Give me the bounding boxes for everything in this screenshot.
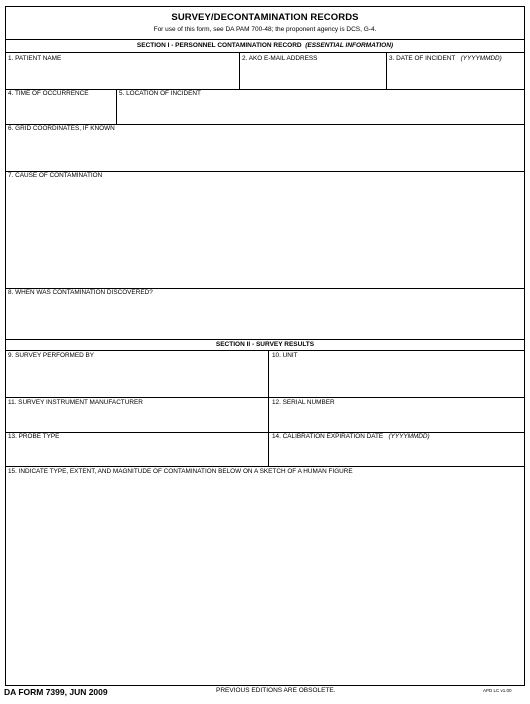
label-calibration-expiration: 14. CALIBRATION EXPIRATION DATE (YYYYMMDD): [272, 433, 430, 440]
label-patient-name: 1. PATIENT NAME: [8, 55, 62, 62]
label-unit: 10. UNIT: [272, 352, 298, 359]
calibration-format-hint: (YYYYMMDD): [388, 433, 430, 440]
when-discovered-field[interactable]: [7, 289, 524, 338]
label-serial-number: 12. SERIAL NUMBER: [272, 399, 335, 406]
label-date-of-incident: 3. DATE OF INCIDENT (YYYYMMDD): [389, 55, 502, 62]
section-1-heading: SECTION I - PERSONNEL CONTAMINATION RECORD (ESSENTIAL INFORMATION): [136, 42, 394, 49]
label-time-of-occurrence: 4. TIME OF OCCURRENCE: [8, 90, 89, 97]
section-1-heading-note: (ESSENTIAL INFORMATION): [305, 42, 394, 49]
form-number: DA FORM 7399, JUN 2009: [4, 687, 108, 697]
date-of-incident-field[interactable]: [387, 53, 524, 88]
label-probe-type: 13. PROBE TYPE: [8, 433, 60, 440]
obsolete-notice: PREVIOUS EDITIONS ARE OBSOLETE.: [216, 687, 336, 694]
unit-field[interactable]: [269, 351, 524, 396]
form-page: [5, 6, 525, 686]
probe-type-field[interactable]: [7, 433, 267, 465]
survey-performed-by-field[interactable]: [7, 351, 267, 396]
label-location-of-incident: 5. LOCATION OF INCIDENT: [119, 90, 201, 97]
label-ako-email: 2. AKO E-MAIL ADDRESS: [242, 55, 318, 62]
form-title: SURVEY/DECONTAMINATION RECORDS: [171, 12, 359, 23]
cause-of-contamination-field[interactable]: [7, 172, 524, 287]
instrument-manufacturer-field[interactable]: [7, 398, 267, 431]
label-instrument-manufacturer: 11. SURVEY INSTRUMENT MANUFACTURER: [8, 399, 143, 406]
contamination-sketch-area[interactable]: [7, 467, 524, 683]
label-when-discovered: 8. WHEN WAS CONTAMINATION DISCOVERED?: [8, 289, 153, 296]
location-of-incident-field[interactable]: [117, 90, 524, 123]
section-2-heading: SECTION II - SURVEY RESULTS: [215, 341, 315, 348]
label-cause-of-contamination: 7. CAUSE OF CONTAMINATION: [8, 172, 103, 179]
divider: [6, 339, 524, 340]
calibration-expiration-field[interactable]: [269, 433, 524, 465]
label-indicate-contamination: 15. INDICATE TYPE, EXTENT, AND MAGNITUDE OF CONTAMINATION BELOW ON A SKETCH OF A HUMAN FIGURE: [8, 468, 353, 475]
serial-number-field[interactable]: [269, 398, 524, 431]
ako-email-field[interactable]: [240, 53, 385, 88]
grid-coordinates-field[interactable]: [7, 125, 524, 170]
label-grid-coordinates: 6. GRID COORDINATES, IF KNOWN: [8, 125, 115, 132]
date-format-hint: (YYYYMMDD): [460, 55, 502, 62]
time-of-occurrence-field[interactable]: [7, 90, 115, 123]
label-survey-performed-by: 9. SURVEY PERFORMED BY: [8, 352, 95, 359]
form-subtitle: For use of this form, see DA PAM 700-48; the proponent agency is DCS, G-4.: [153, 26, 377, 33]
divider: [6, 39, 524, 40]
form-version: APD LC v1.00: [483, 688, 512, 693]
patient-name-field[interactable]: [7, 53, 238, 88]
